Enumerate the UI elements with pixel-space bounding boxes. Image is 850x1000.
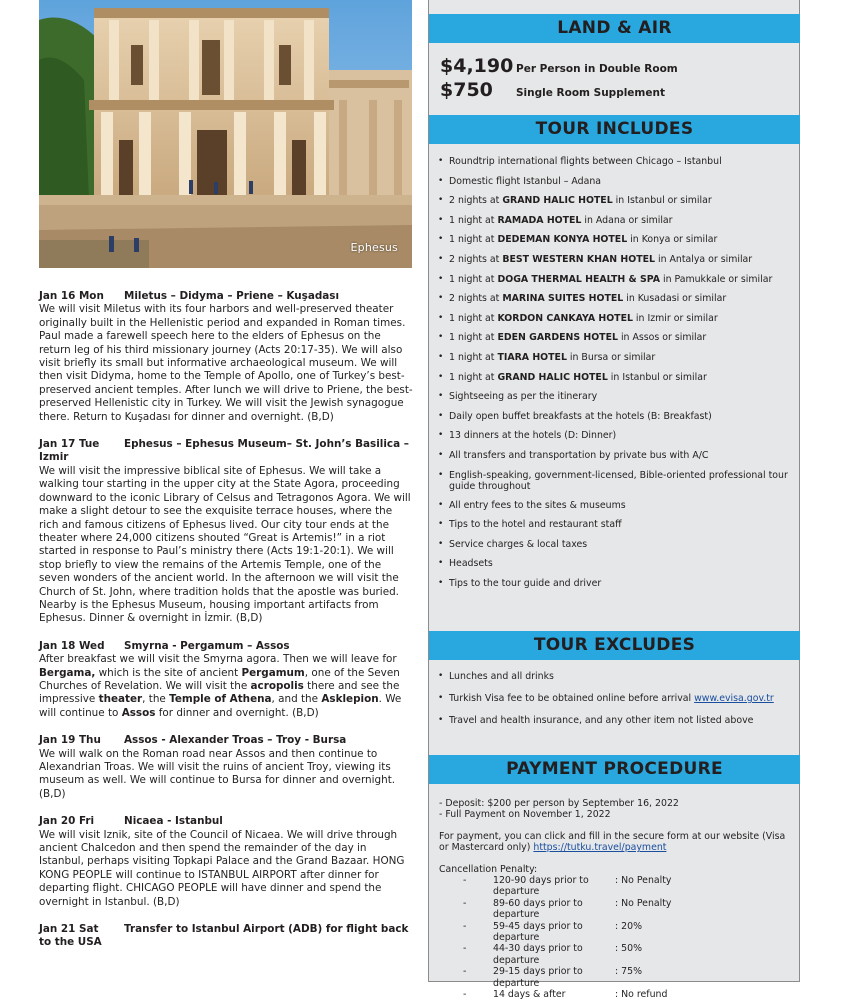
day-date: Jan 19 Thu [39, 734, 101, 747]
includes-item [436, 313, 796, 324]
includes-item [436, 411, 796, 422]
cancellation-period: 44-30 days prior to departure [493, 943, 583, 966]
text: Headsets [449, 558, 493, 570]
full-payment-line: - Full Payment on November 1, 2022 [439, 809, 611, 821]
cancellation-row [439, 966, 794, 989]
text: which is the site of ancient [95, 666, 242, 679]
text: 13 dinners at the hotels (D: Dinner) [449, 430, 617, 442]
includes-item [436, 539, 796, 550]
text: Tips to the tour guide and driver [449, 577, 602, 589]
text: 1 night at [449, 371, 498, 383]
excludes-item [436, 671, 796, 682]
text: 1 night at [449, 273, 498, 285]
text: in Antalya or similar [654, 253, 753, 265]
cancellation-row [439, 875, 794, 898]
bold-text: MARINA SUITES HOTEL [502, 293, 624, 305]
cancellation-bullet: - [463, 875, 467, 887]
cancellation-penalty: : No refund [615, 989, 668, 1000]
cancellation-period: 59-45 days prior to departure [493, 920, 583, 944]
text: in Adana or similar [581, 214, 673, 226]
day-title: Ephesus – Ephesus Museum– St. John’s Basilica – Izmir [39, 438, 409, 464]
bold-text: Assos [121, 706, 156, 719]
itinerary-day [39, 290, 414, 424]
includes-item [436, 391, 796, 402]
itinerary-day [39, 734, 414, 801]
bold-text: EDEN GARDENS HOTEL [497, 332, 618, 344]
bold-text: KORDON CANKAYA HOTEL [497, 312, 633, 324]
cancellation-penalty: : 20% [615, 920, 642, 932]
includes-item [436, 195, 796, 206]
bold-text: Pergamum [241, 666, 305, 679]
text: in Istanbul or similar [612, 195, 712, 207]
bold-text: theater [98, 693, 143, 706]
bold-text: TIARA HOTEL [497, 351, 567, 363]
text: Sightseeing as per the itinerary [449, 391, 598, 403]
cancellation-period: 89-60 days prior to departure [493, 897, 583, 921]
text: All transfers and transportation by private bus with A/C [449, 449, 709, 461]
cancellation-table [439, 875, 794, 1000]
link-text[interactable]: www.evisa.gov.tr [694, 693, 774, 704]
online-payment-label: For payment, you can click and fill in the secure form at our website (Visa or Mastercard only) [439, 830, 786, 854]
text: Turkish Visa fee to be obtained online before arrival [449, 693, 695, 704]
includes-item [436, 578, 796, 589]
day-heading [39, 815, 414, 828]
bold-text: Bergama, [39, 666, 96, 679]
text: , and the [271, 693, 322, 706]
includes-item [436, 215, 796, 226]
text: All entry fees to the sites & museums [449, 499, 626, 511]
day-description: We will visit Iznik, site of the Council of Nicaea. We will drive through ancient Chalcedon and then spend the remainder of the day in Istanbul, perhaps visiting Topkapi Palace and the Grand Bazaar. HONG KONG PEOPLE will continue to ISTANBUL AIRPORT after dinner for departing flight. CHICAGO PEOPLE will have dinner and spend the overnight in Istanbul. (B,D) [39, 828, 405, 908]
cancellation-title: Cancellation Penalty: [439, 863, 538, 875]
itinerary-day [39, 923, 414, 950]
excludes-item [436, 715, 796, 726]
day-date: Jan 16 Mon [39, 290, 104, 302]
includes-item [436, 156, 796, 167]
bold-text: BEST WESTERN KHAN HOTEL [502, 253, 655, 265]
text: . We will continue to [39, 693, 402, 719]
includes-item [436, 332, 796, 343]
day-date: Jan 21 Sat [39, 923, 99, 936]
includes-item [436, 254, 796, 265]
includes-item [436, 352, 796, 363]
includes-item [436, 519, 796, 530]
tour-includes-list [436, 156, 796, 597]
double-room-price [440, 55, 678, 77]
bold-text: GRAND HALIC HOTEL [497, 371, 608, 383]
cancellation-bullet: - [463, 989, 467, 1000]
cancellation-bullet: - [463, 920, 467, 932]
single-supplement-note: Single Room Supplement [516, 87, 665, 99]
includes-item [436, 500, 796, 511]
includes-item [436, 372, 796, 383]
day-date: Jan 18 Wed [39, 639, 105, 652]
includes-item [436, 430, 796, 441]
text: in Kusadasi or similar [623, 293, 727, 305]
cancellation-row [439, 921, 794, 944]
itinerary-day [39, 438, 414, 626]
text: 1 night at [449, 234, 498, 246]
itinerary [39, 290, 414, 964]
day-heading [39, 923, 414, 950]
text: in Bursa or similar [566, 351, 656, 363]
online-payment-text [439, 831, 794, 854]
double-room-note: Per Person in Double Room [516, 63, 678, 75]
day-description: We will walk on the Roman road near Assos and then continue to Alexandrian Troas. We will visit the ruins of ancient Troy, viewing its museum as well. We will continue to Bursa for dinner and overnight. (B,D) [39, 747, 396, 800]
text: Lunches and all drinks [449, 671, 554, 682]
day-title: Nicaea - Istanbul [124, 815, 223, 828]
itinerary-day [39, 815, 414, 909]
includes-item [436, 470, 796, 492]
text: 2 nights at [449, 293, 503, 305]
text: 1 night at [449, 332, 498, 344]
text: 2 nights at [449, 195, 503, 207]
includes-item [436, 274, 796, 285]
text: in Assos or similar [617, 332, 707, 344]
single-supplement-amount: $750 [440, 79, 493, 101]
text: 1 night at [449, 351, 498, 363]
land-air-heading: LAND & AIR [429, 14, 800, 43]
cancellation-bullet: - [463, 966, 467, 978]
day-heading [39, 290, 414, 303]
text: in Istanbul or similar [607, 371, 707, 383]
tour-info-panel [428, 0, 800, 1000]
includes-item [436, 234, 796, 245]
tour-excludes-heading: TOUR EXCLUDES [429, 631, 800, 660]
payment-procedure [439, 798, 794, 1000]
includes-item [436, 558, 796, 569]
ephesus-photo [39, 0, 412, 268]
cancellation-penalty: : No Penalty [615, 875, 672, 887]
day-heading [39, 640, 414, 653]
text: in Konya or similar [627, 234, 718, 246]
cancellation-row [439, 898, 794, 921]
cancellation-period: 120-90 days prior to departure [493, 875, 589, 898]
excludes-item [436, 693, 796, 704]
text: After breakfast we will visit the Smyrna agora. Then we will leave for [39, 653, 397, 666]
text: Roundtrip international flights between Chicago – Istanbul [449, 156, 722, 167]
bold-text: DOGA THERMAL HEALTH & SPA [497, 273, 660, 285]
payment-link[interactable]: https://tutku.travel/payment [533, 842, 667, 854]
text: Tips to the hotel and restaurant staff [449, 519, 622, 531]
day-description: We will visit Miletus with its four harbors and well-preserved theater originally built in the Hellenistic period and expanded in Roman times. Paul made a farewell speech here to the elders of Ephesus on the return leg of his third missionary journey (Acts 20:17-35). We will also visit briefly its small but informative archaeological museum. We will then visit Didyma, home to the Temple of Apollo, one of Turkey’s best-preserved ancient temples. After lunch we will drive to Priene, the best-preserved Hellenistic city in Turkey. We will visit the Jewish synagogue there. Return to Kuşadası for dinner and overnight. (B,D) [39, 303, 413, 423]
payment-heading: PAYMENT PROCEDURE [429, 755, 800, 784]
bold-text: GRAND HALIC HOTEL [502, 195, 613, 207]
day-heading [39, 734, 414, 747]
library-of-celsus-image [39, 0, 412, 268]
day-title: Assos - Alexander Troas – Troy - Bursa [124, 734, 347, 747]
cancellation-penalty: : 50% [615, 943, 642, 955]
text: there and see the impressive [39, 679, 400, 706]
includes-item [436, 450, 796, 461]
itinerary-day [39, 640, 414, 720]
day-description [39, 653, 414, 720]
text: in Izmir or similar [632, 312, 718, 324]
single-supplement-price [440, 79, 665, 101]
day-title: Transfer to Istanbul Airport (ADB) for flight back to the USA [39, 923, 409, 949]
cancellation-penalty: : 75% [615, 966, 642, 978]
tour-includes-heading: TOUR INCLUDES [429, 115, 800, 144]
day-heading [39, 438, 414, 465]
cancellation-period: 29-15 days prior to departure [493, 966, 583, 989]
text: Daily open buffet breakfasts at the hotels (B: Breakfast) [449, 410, 712, 422]
cancellation-bullet: - [463, 897, 467, 909]
double-room-amount: $4,190 [440, 55, 514, 77]
day-title: Smyrna - Pergamum – Assos [124, 639, 290, 652]
bold-text: Asklepion [321, 693, 379, 706]
bold-text: RAMADA HOTEL [497, 214, 582, 226]
day-date: Jan 20 Fri [39, 815, 95, 828]
tour-excludes-list [436, 671, 796, 737]
cancellation-row [439, 943, 794, 966]
text: , one of the Seven Churches of Revelation. We will visit the [39, 666, 400, 692]
text: 2 nights at [449, 253, 503, 265]
text: Travel and health insurance, and any other item not listed above [449, 715, 754, 726]
text: , the [142, 693, 170, 706]
bold-text: Temple of Athena [169, 693, 272, 706]
cancellation-penalty: : No Penalty [615, 897, 672, 909]
cancellation-row [439, 989, 794, 1000]
text: Domestic flight Istanbul – Adana [449, 175, 602, 187]
day-date: Jan 17 Tue [39, 438, 100, 451]
cancellation-period: 14 days & after [493, 989, 566, 1000]
day-title: Miletus – Didyma – Priene – Kuşadası [124, 290, 340, 302]
text: 1 night at [449, 214, 498, 226]
photo-caption: Ephesus [350, 241, 398, 254]
day-description: We will visit the impressive biblical site of Ephesus. We will take a walking tour starting in the upper city at the State Agora, proceeding downward to the iconic Library of Celsus and Tetragonos Agora. We will make a slight detour to see the exquisite terrace houses, where the rich and famous citizens of Ephesus lived. Our city tour ends at the theater where 24,000 citizens shouted “Great is Artemis!” in a riot started in response to Paul’s ministry there (Acts 19:1-20:1). We will stop briefly to view the remains of the Artemis Temple, one of the seven wonders of the ancient world. In the afternoon we will visit the Church of St. John, where tradition holds that the apostle was buried. Nearby is the Ephesus Museum, housing important artifacts from Ephesus. Dinner & overnight in İzmir. (B,D) [39, 464, 411, 625]
bold-text: acropolis [250, 679, 304, 692]
cancellation-bullet: - [463, 943, 467, 955]
text: Service charges & local taxes [449, 538, 588, 550]
bold-text: DEDEMAN KONYA HOTEL [497, 234, 628, 246]
text: in Pamukkale or similar [660, 273, 773, 285]
text: 1 night at [449, 312, 498, 324]
includes-item [436, 293, 796, 304]
text: English-speaking, government-licensed, Bible-oriented professional tour guide throughout [449, 469, 788, 492]
includes-item [436, 176, 796, 187]
deposit-line: - Deposit: $200 per person by September 16, 2022 [439, 798, 679, 809]
text: for dinner and overnight. (B,D) [155, 706, 319, 719]
